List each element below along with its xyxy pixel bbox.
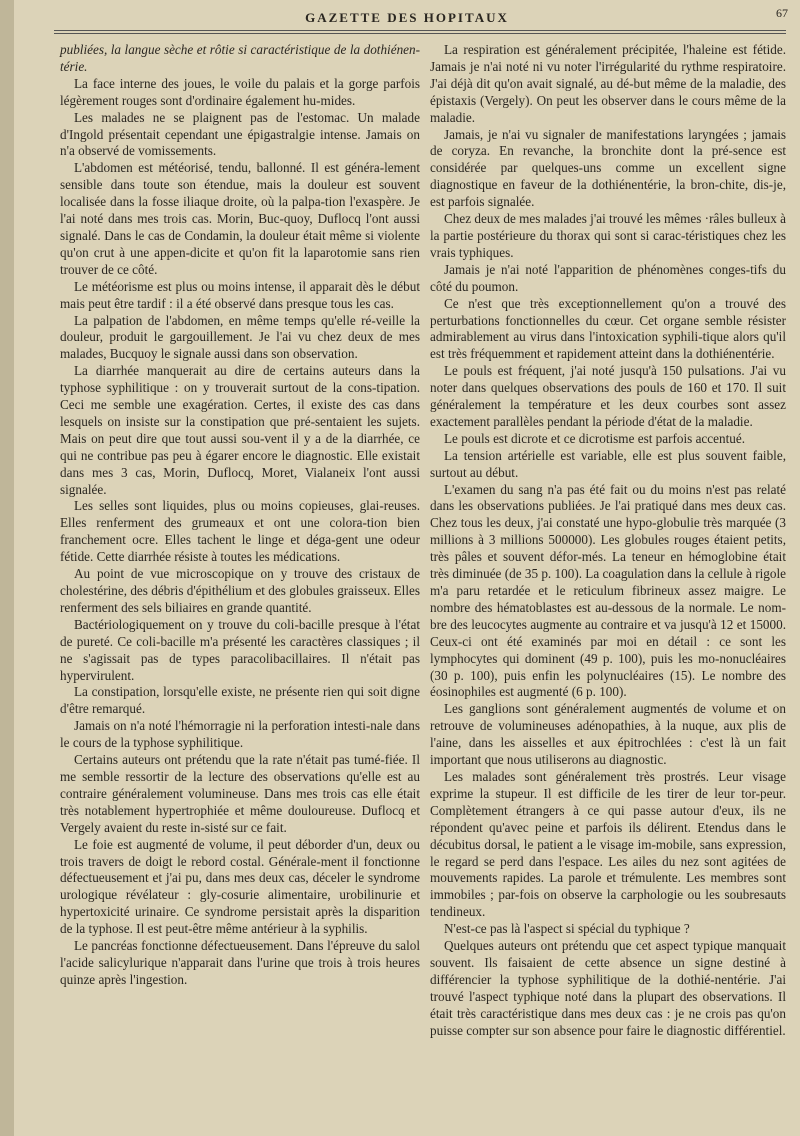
paragraph-text: La respiration est généralement précipitée, l'haleine est fétide. Jamais je n'ai noté ni vu noter l'irrégularité du rythme respiratoire. J'ai déjà dit qu'on avait signalé, au dé-but même de la maladie, des épistaxis (Vergely). On peut les observer dans le cours même de la maladie. [430,42,786,125]
right-column [430,42,786,1039]
paragraph [60,42,420,76]
paragraph [60,498,420,566]
paragraph-text: L'examen du sang n'a pas été fait ou du moins n'est pas relaté dans les observations publiées. Je l'ai pratiqué dans mes deux cas. Chez tous les deux, j'ai constaté une hypo-globulie très marquée (3 millions à 3 millions 500000). Les globules rouges étaient petits, très pâles et souvent défor-més. La teneur en hémoglobine était très diminuée (de 35 p. 100). La coagulation dans la cellule à rigole m'a paru retardée et le reticulum fibrineux assez maigre. Le nombre des hématoblastes est au-dessous de la normale. Le nom-bre des leucocytes augmente au contraire et va jusqu'à 12 et 15000. Ceux-ci ont été examinés par moi en détail : ce sont les lymphocytes qui dominent (49 p. 100), puis les mo-nonucléaires (30 p. 100), puis enfin les polynucléaires (15). Le nombre des éosinophiles est augmenté (6 p. 100). [430,481,786,700]
running-title: GAZETTE DES HOPITAUX [305,10,509,25]
paragraph [430,431,786,448]
paragraph-text: La face interne des joues, le voile du palais et la gorge parfois légèrement rouges sont d'ordinaire également hu-mides. [60,75,420,108]
paragraph-text: Le pouls est fréquent, j'ai noté jusqu'à 150 pulsations. J'ai vu noter dans quelques observations des pouls de 160 et 170. Il suit généralement la température et les deux courbes sont assez exactement parallèles pendant la période d'état de la maladie. [430,363,786,429]
paragraph-text: Bactériologiquement on y trouve du coli-bacille presque à l'état de pureté. Ce coli-bacille m'a présenté les caractères classiques ; il ne s'agissait pas de types paracolibacillaires. Il n'était pas hypervirulent. [60,616,420,683]
paragraph [430,921,786,938]
paragraph-text: La constipation, lorsqu'elle existe, ne présente rien qui soit digne d'être remarqué. [60,684,420,717]
paragraph [430,938,786,1039]
paragraph [430,296,786,364]
paragraph-text: Les selles sont liquides, plus ou moins copieuses, glai-reuses. Elles renferment des grumeaux et ont une colora-tion bien franchement ocre. Elles tachent le linge et déga-gent une odeur fétide. Cette diarrhée résiste à toutes les médications. [60,498,420,565]
paragraph-text: Certains auteurs ont prétendu que la rate n'était pas tumé-fiée. Il me semble ressortir de la lecture des observations qu'elle est au contraire généralement volumineuse. Dans mes trois cas elle était très notablement hypertrophiée et même douloureuse. Duflocq et Vergely avaient du reste in-sisté sur ce fait. [60,752,420,835]
paragraph [60,752,420,837]
paragraph-text: N'est-ce pas là l'aspect si spécial du typhique ? [444,921,690,937]
paragraph [430,769,786,921]
paragraph-text: Quelques auteurs ont prétendu que cet aspect typique manquait souvent. Ils faisaient de cette absence un signe destiné à différencier la typhose syphilitique de la dothié-nentérie. J'ai trouvé l'aspect typhique noté dans la plupart des observations. Il était très caractéristique dans mes deux cas : je ne crois pas qu'on puisse compter sur son absence pour faire le diagnostic différentiel. [430,938,786,1038]
paragraph-text: La tension artérielle est variable, elle est plus souvent faible, surtout au début. [430,447,786,480]
paragraph [60,837,420,938]
paragraph-text: Les malades ne se plaignent pas de l'estomac. Un malade d'Ingold présentait cependant une épigastralgie intense. Jamais on n'a observé de vomissements. [60,109,420,159]
paragraph-text: Les ganglions sont généralement augmentés de volume et on retrouve de volumineuses adénopathies, à la nuque, aux plis de l'aine, dans les aisselles et aux épitrochlées : c'est là un fait important que nous utiliserons au diagnostic. [430,701,786,768]
paragraph-text: Jamais, je n'ai vu signaler de manifestations laryngées ; jamais de coryza. En revanche, la bronchite dont la pré-sence est considérée par quelques-uns comme un excellent signe diagnostique en faveur de la dothiénentérie, la bron-chite, dis-je, est parfois signalée. [430,126,786,210]
paragraph-text: La palpation de l'abdomen, en même temps qu'elle ré-veille la douleur, produit le gargouillement. Je l'ai vu chez deux de mes malades, Bucquoy le signale aussi dans son observation. [60,312,420,362]
paragraph-text: Chez deux de mes malades j'ai trouvé les mêmes ·râles bulleux à la partie postérieure du thorax qui sont si carac-téristiques chez les vrais typhiques. [430,211,786,260]
paragraph [60,938,420,989]
paragraph [60,566,420,617]
paragraph [430,127,786,212]
paragraph [60,160,420,278]
paragraph [430,448,786,482]
paragraph [60,617,420,685]
paragraph [430,701,786,769]
paragraph [60,684,420,718]
paragraph-text: L'abdomen est météorisé, tendu, ballonné. Il est généra-lement sensible dans toute son étendue, mais la douleur est souvent localisée dans la fosse iliaque droite, où la palpa-tion l'exaspère. Je l'ai noté dans mes trois cas. Morin, Buc-quoy, Duflocq l'ont aussi signalé. Dans le cas de Condamin, la douleur était même si violente qu'on crut à une appen-dicite et qu'on fit la laparotomie sans rien trouver de ce côté. [60,160,420,277]
paragraph-text: Jamais je n'ai noté l'apparition de phénomènes conges-tifs du côté du poumon. [430,261,786,294]
paragraph [60,313,420,364]
paragraph [430,262,786,296]
paragraph [60,718,420,752]
paragraph-text: Ce n'est que très exceptionnellement qu'on a trouvé des perturbations fonctionnelles du cœur. Cet organe semble résister admirablement au virus dans l'intoxication syphili-tique alors qu'il est très fréquemment et rapidement atteint dans la dothiénentérie. [430,295,786,362]
paragraph-text: La diarrhée manquerait au dire de certains auteurs dans la typhose syphilitique : on y trouverait surtout de la cons-tipation. Ceci me semble une exagération. Certes, il existe des cas dans lesquels on insiste sur la constipation que pré-sentaient les sujets. Mais on peut dire que tout aussi sou-vent il y a de la diarrhée, ce qui ne contribue pas peu à égarer encore le diagnostic. Elle existait dans mes 3 cas, Morin, Duflocq, Moret, Vialaneix l'ont aussi signalée. [60,363,420,497]
paragraph [430,363,786,431]
left-column [60,42,420,989]
paragraph [430,42,786,127]
paragraph-text: Les malades sont généralement très prostrés. Leur visage exprime la stupeur. Il est difficile de les tirer de leur tor-peur. Complètement étrangers à ce qui passe autour d'eux, ils ne répondent qu'avec peine et parfois ils délirent. Etendus dans le décubitus dorsal, le patient a le visage im-mobile, sans expression, le regard se perd dans l'espace. Les ailes du nez sont agitées de mouvements rapides. La parole et trémulente. Les membres sont immobiles ; par-fois on observe la carphologie ou les soubresauts tendineux. [430,768,786,920]
italic-text: publiées, la langue sèche et rôtie si caractéristique de la dothiénen-térie. [60,42,420,74]
paragraph [430,211,786,262]
paragraph [60,110,420,161]
paragraph-text: Le pancréas fonctionne défectueusement. Dans l'épreuve du salol l'acide salicylurique n'apparait dans l'urine que trois à trois heures quinze après l'ingestion. [60,938,420,987]
paragraph [430,482,786,702]
paragraph-text: Le foie est augmenté de volume, il peut déborder d'un, deux ou trois travers de doigt le rebord costal. Générale-ment il fonctionne défectueusement et j'ai pu, dans mes deux cas, déceler le syndrome urologique révélateur : gly-cosurie alimentaire, urobilinurie et hypertoxicité urinaire. Ce syndrome persistait après la disparition de la typhose. Il est peut-être même antérieur à la syphilis. [60,836,420,937]
paragraph-text: Au point de vue microscopique on y trouve des cristaux de cholestérine, des débris d'épithélium et des globules graisseux. Elles renferment des sels biliaires en grande quantité. [60,566,420,615]
paragraph-text: Le pouls est dicrote et ce dicrotisme est parfois accentué. [444,430,745,446]
paragraph-text: Le météorisme est plus ou moins intense, il apparait dès le début mais peut être tardif : il a été observé dans presque tous les cas. [60,278,420,311]
header-rule [54,30,786,34]
page-number: 67 [776,6,788,20]
paragraph-text: Jamais on n'a noté l'hémorragie ni la perforation intesti-nale dans le cours de la typhose syphilitique. [60,718,420,751]
paragraph [60,76,420,110]
paragraph [60,363,420,498]
page-header [14,6,800,30]
paragraph [60,279,420,313]
